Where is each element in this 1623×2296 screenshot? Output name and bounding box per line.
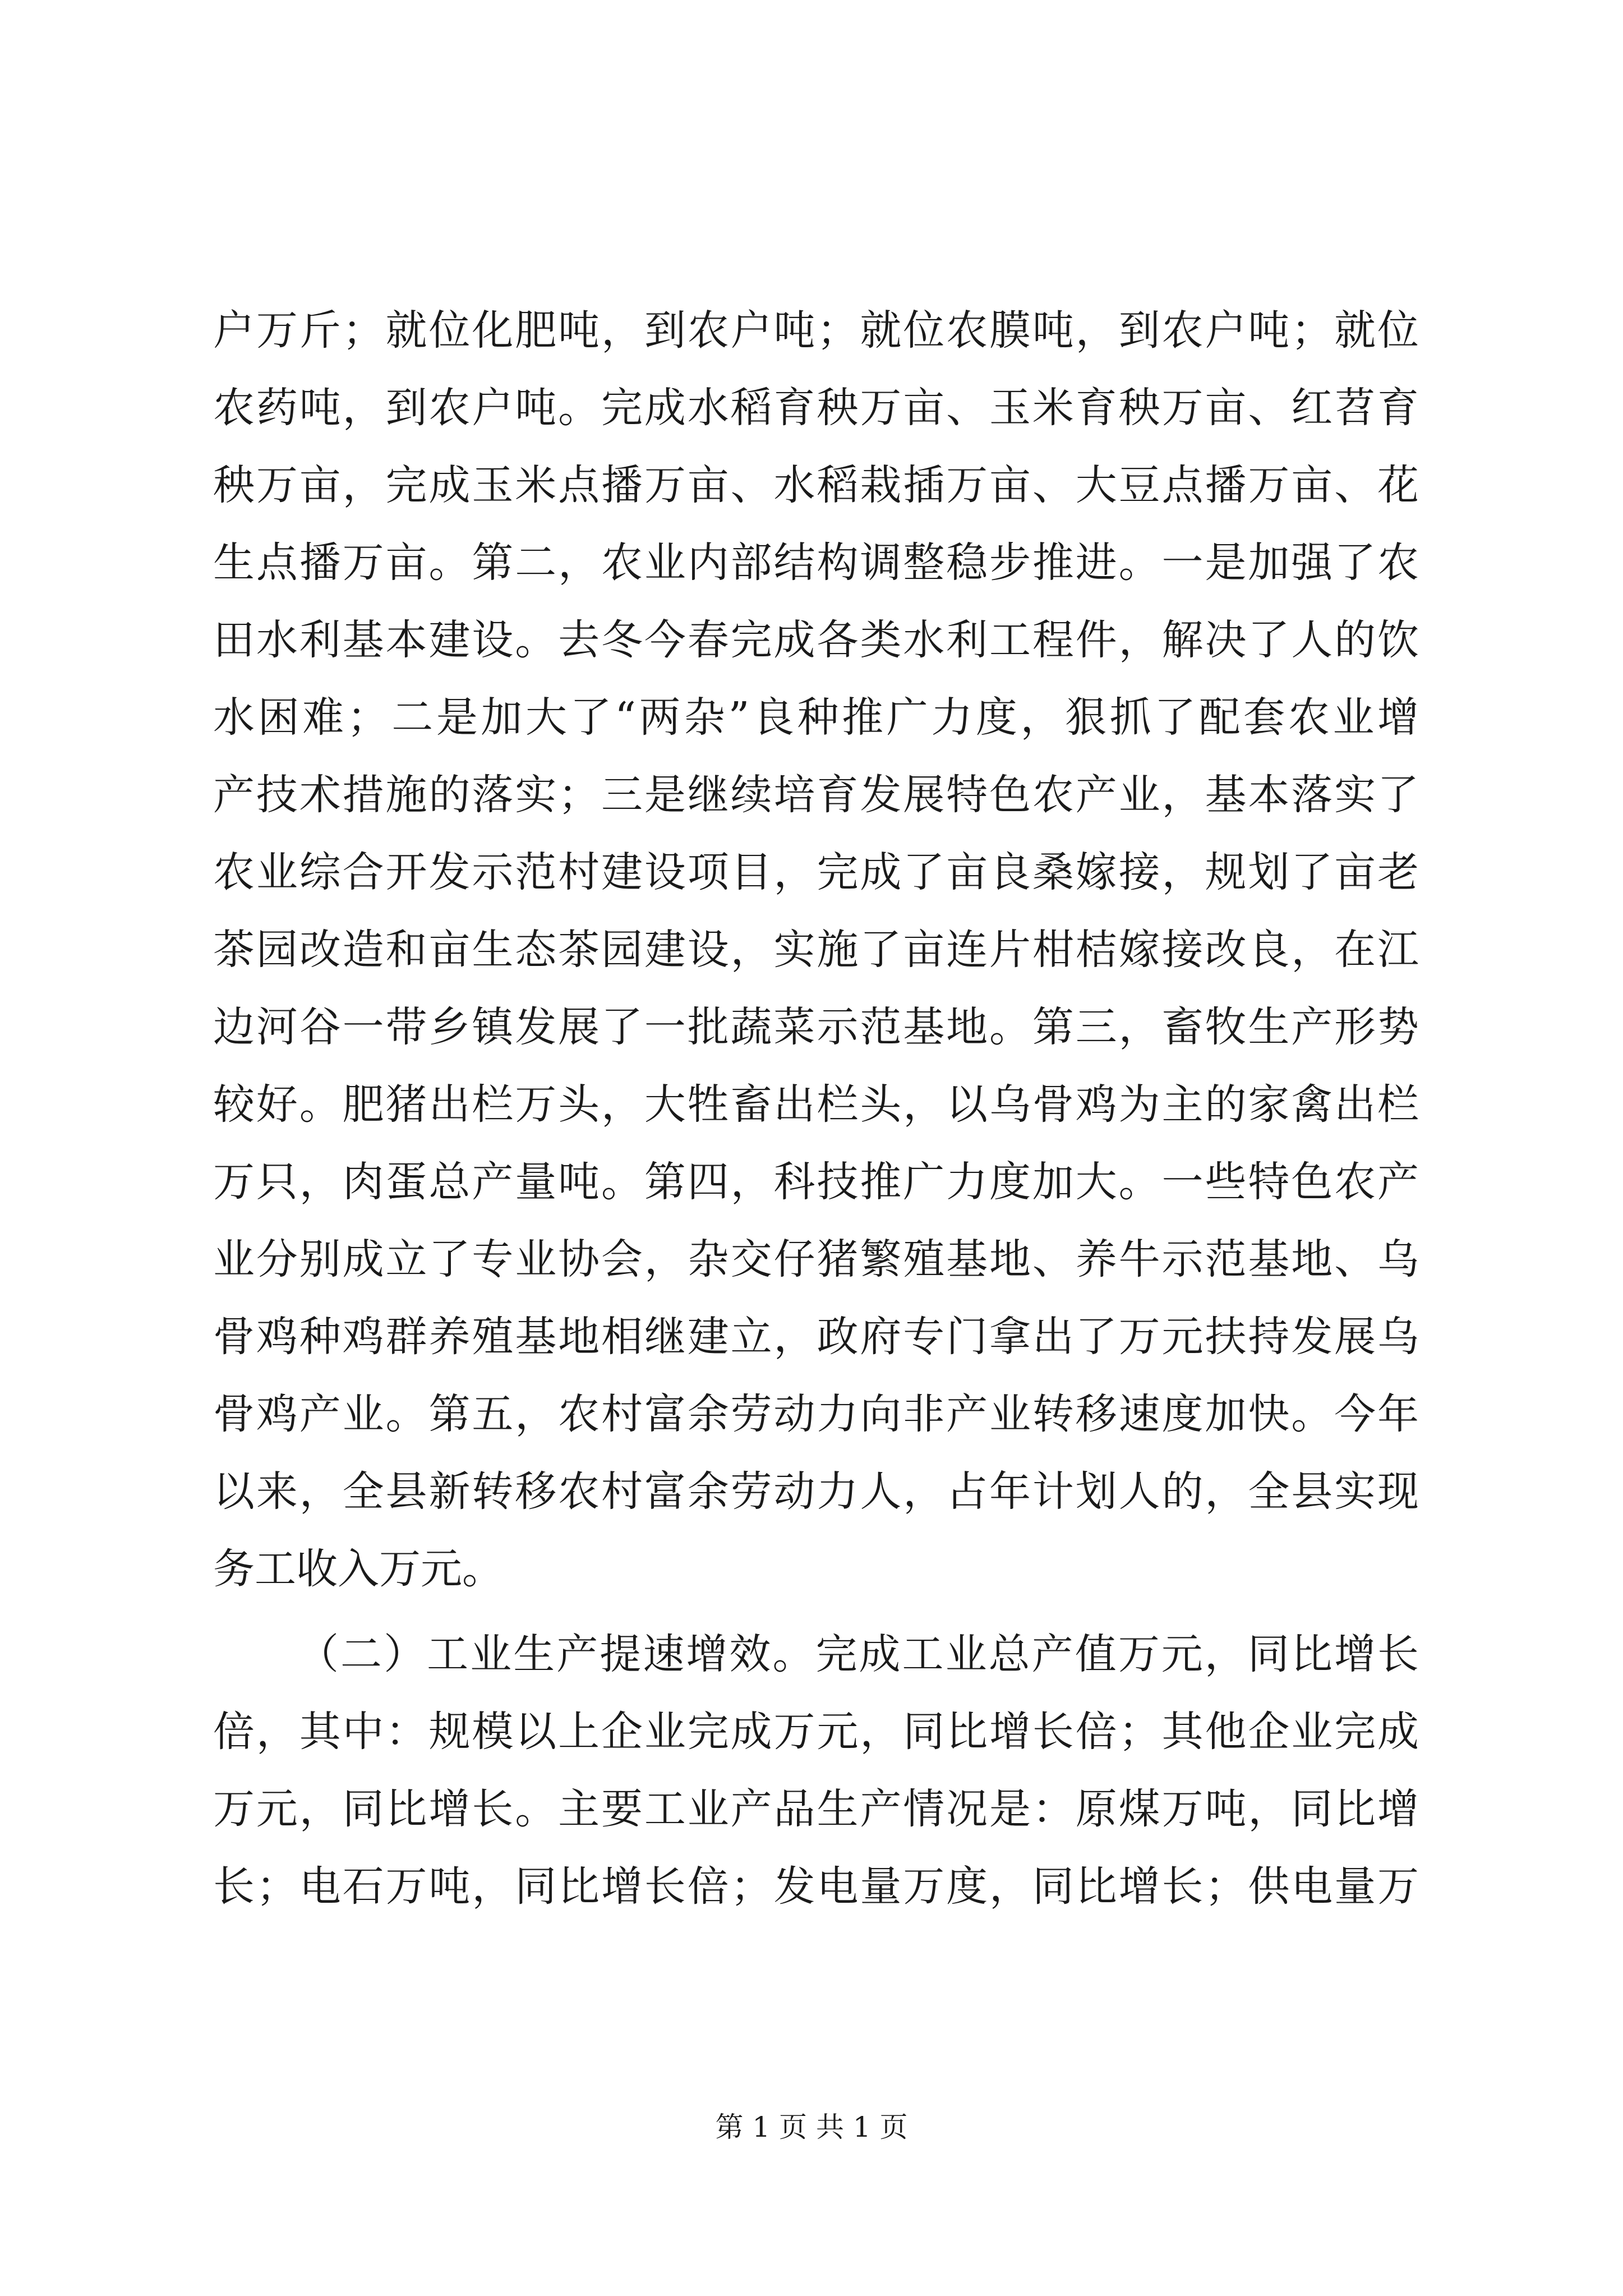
text-line: 农业综合开发示范村建设项目，完成了亩良桑嫁接，规划了亩老 [213,848,1419,896]
text-line: 业分别成立了专业协会，杂交仔猪繁殖基地、养牛示范基地、乌 [213,1235,1419,1283]
text-line: 长；电石万吨，同比增长倍；发电量万度，同比增长；供电量万 [213,1862,1419,1911]
text-line: 骨鸡种鸡群养殖基地相继建立，政府专门拿出了万元扶持发展乌 [213,1313,1419,1361]
text-line: 产技术措施的落实；三是继续培育发展特色农产业，基本落实了 [213,771,1419,819]
document-body [213,292,1419,1925]
paragraph-2 [213,1616,1419,1925]
page-footer [0,2110,1623,2144]
text-line: 农药吨，到农户吨。完成水稻育秧万亩、玉米育秧万亩、红苕育 [213,384,1419,432]
text-line: 倍，其中：规模以上企业完成万元，同比增长倍；其他企业完成 [213,1708,1419,1756]
text-line: 秧万亩，完成玉米点播万亩、水稻栽插万亩、大豆点播万亩、花 [213,461,1419,509]
text-line: 骨鸡产业。第五，农村富余劳动力向非产业转移速度加快。今年 [213,1390,1419,1438]
text-line: 水困难；二是加大了“两杂”良种推广力度，狠抓了配套农业增 [213,693,1419,742]
text-line: 田水利基本建设。去冬今春完成各类水利工程件，解决了人的饮 [213,616,1419,664]
text-line: 茶园改造和亩生态茶园建设，实施了亩连片柑桔嫁接改良，在江 [213,926,1419,974]
text-line: 边河谷一带乡镇发展了一批蔬菜示范基地。第三，畜牧生产形势 [213,1003,1419,1051]
text-line: 户万斤；就位化肥吨，到农户吨；就位农膜吨，到农户吨；就位 [213,306,1419,355]
paragraph-1 [213,292,1419,1608]
text-line: 务工收入万元。 [213,1545,504,1593]
text-line: 以来，全县新转移农村富余劳动力人，占年计划人的，全县实现 [213,1467,1419,1516]
text-line: （二）工业生产提速增效。完成工业总产值万元，同比增长 [297,1630,1419,1678]
page-number: 第 1 页 共 1 页 [715,2111,908,2143]
text-line: 万元，同比增长。主要工业产品生产情况是：原煤万吨，同比增 [213,1785,1419,1833]
text-line: 较好。肥猪出栏万头，大牲畜出栏头，以乌骨鸡为主的家禽出栏 [213,1080,1419,1129]
text-line: 生点播万亩。第二，农业内部结构调整稳步推进。一是加强了农 [213,539,1419,587]
text-line: 万只，肉蛋总产量吨。第四，科技推广力度加大。一些特色农产 [213,1158,1419,1206]
